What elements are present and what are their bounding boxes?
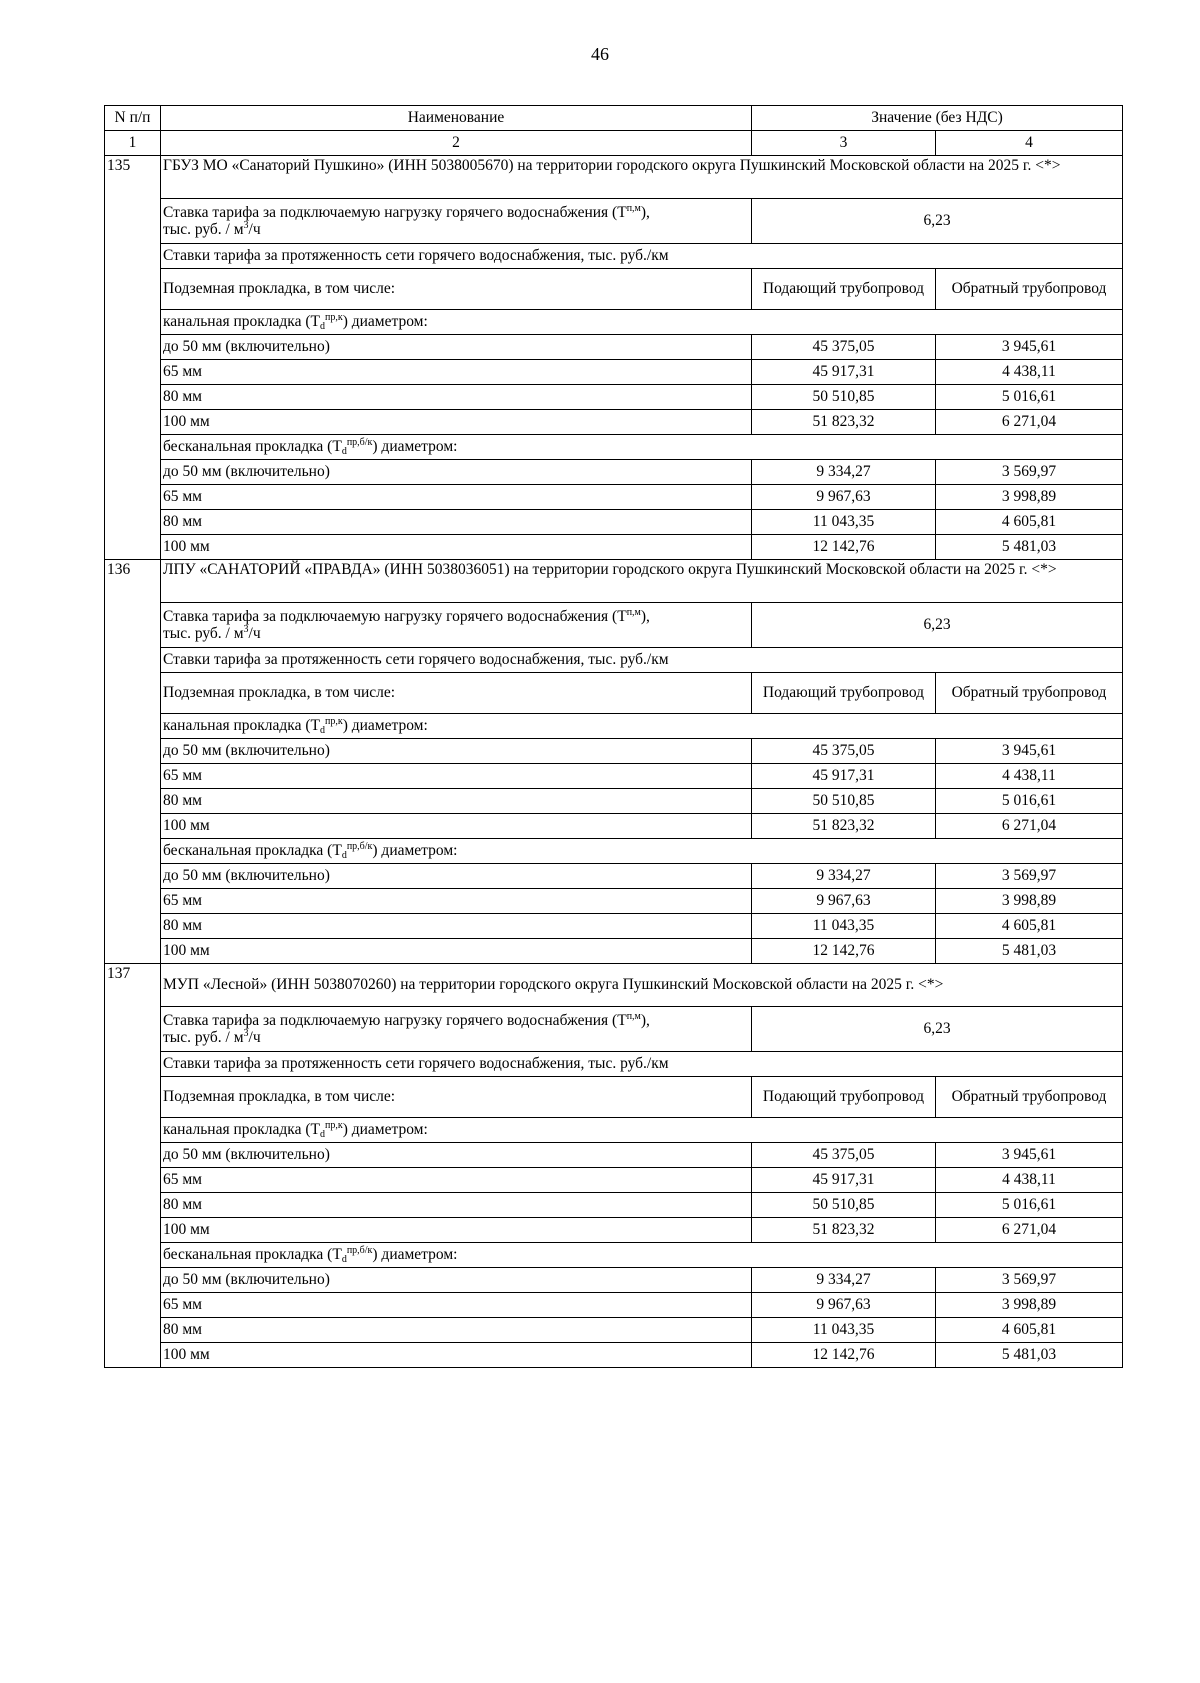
diameter-label: до 50 мм (включительно) (161, 1268, 752, 1293)
diameter-label: 80 мм (161, 385, 752, 410)
return-value: 5 016,61 (936, 385, 1123, 410)
table-row (105, 485, 1123, 510)
channel-header-row (105, 714, 1123, 739)
underground-label: Подземная прокладка, в том числе: (161, 1077, 752, 1118)
channel-laying-label (161, 310, 1123, 335)
supply-value: 9 334,27 (752, 460, 936, 485)
return-value: 5 016,61 (936, 789, 1123, 814)
page-number: 46 (591, 44, 609, 64)
diameter-label: до 50 мм (включительно) (161, 1143, 752, 1168)
return-value: 3 945,61 (936, 335, 1123, 360)
table-row (105, 385, 1123, 410)
table-row (105, 460, 1123, 485)
connection-rate-sup: п,м (626, 606, 641, 618)
table-row (105, 1168, 1123, 1193)
diameter-label: 65 мм (161, 889, 752, 914)
return-value: 3 998,89 (936, 889, 1123, 914)
diameter-label: до 50 мм (включительно) (161, 739, 752, 764)
supply-value: 11 043,35 (752, 510, 936, 535)
supply-value: 9 967,63 (752, 1293, 936, 1318)
supply-value: 9 334,27 (752, 864, 936, 889)
channelless-text-b: ) диаметром: (372, 842, 458, 860)
network-rates-label: Ставки тарифа за протяженность сети горячего водоснабжения, тыс. руб./км (161, 648, 1123, 673)
row-number: 135 (105, 156, 161, 560)
connection-rate-value: 6,23 (752, 1007, 1123, 1052)
table-row (105, 939, 1123, 964)
connection-rate-label (161, 1007, 752, 1052)
connection-rate-unit-b: /ч (248, 625, 261, 642)
diameter-label: 100 мм (161, 1218, 752, 1243)
channelless-header-row (105, 839, 1123, 864)
supply-value: 9 967,63 (752, 889, 936, 914)
supply-value: 51 823,32 (752, 410, 936, 435)
table-row (105, 914, 1123, 939)
return-value: 3 998,89 (936, 485, 1123, 510)
network-rates-label: Ставки тарифа за протяженность сети горячего водоснабжения, тыс. руб./км (161, 1052, 1123, 1077)
channelless-laying-label (161, 839, 1123, 864)
channel-text-b: ) диаметром: (342, 313, 428, 331)
connection-rate-unit: тыс. руб. / м (163, 1029, 244, 1046)
channel-laying-label (161, 1118, 1123, 1143)
return-value: 4 438,11 (936, 360, 1123, 385)
table-row (105, 864, 1123, 889)
table-row (105, 1293, 1123, 1318)
channelless-header-row (105, 435, 1123, 460)
return-value: 6 271,04 (936, 410, 1123, 435)
table-row (105, 1318, 1123, 1343)
channelless-sup: пр,б/к (346, 1245, 373, 1257)
supply-value: 45 917,31 (752, 360, 936, 385)
return-value: 3 569,97 (936, 460, 1123, 485)
connection-rate-text-a: Ставка тарифа за подключаемую нагрузку горячего водоснабжения (Т (163, 607, 627, 625)
channel-laying-label (161, 714, 1123, 739)
return-value: 5 016,61 (936, 1193, 1123, 1218)
return-value: 4 438,11 (936, 764, 1123, 789)
underground-row (105, 673, 1123, 714)
index-4: 4 (936, 131, 1123, 156)
return-value: 3 998,89 (936, 1293, 1123, 1318)
network-rates-row (105, 244, 1123, 269)
return-value: 5 481,03 (936, 535, 1123, 560)
channel-text-b: ) диаметром: (342, 1121, 428, 1139)
return-value: 3 945,61 (936, 1143, 1123, 1168)
supply-value: 12 142,76 (752, 939, 936, 964)
supply-value: 51 823,32 (752, 814, 936, 839)
supply-value: 45 375,05 (752, 739, 936, 764)
connection-rate-value: 6,23 (752, 603, 1123, 648)
channelless-text-a: бесканальная прокладка (Т (163, 842, 342, 860)
return-pipe-header: Обратный трубопровод (936, 269, 1123, 310)
connection-rate-text-a: Ставка тарифа за подключаемую нагрузку горячего водоснабжения (Т (163, 1011, 627, 1029)
channelless-sub: d (341, 446, 347, 458)
channelless-laying-label (161, 435, 1123, 460)
supply-value: 11 043,35 (752, 914, 936, 939)
organization-name: ГБУЗ МО «Санаторий Пушкино» (ИНН 5038005670) на территории городского округа Пушкинский Московской области на 2025 г. <*> (161, 156, 1123, 199)
diameter-label: 80 мм (161, 789, 752, 814)
network-rates-row (105, 648, 1123, 673)
table-row (105, 1143, 1123, 1168)
connection-rate-text-b: ), (640, 607, 650, 625)
underground-label: Подземная прокладка, в том числе: (161, 673, 752, 714)
channel-header-row (105, 310, 1123, 335)
connection-rate-unit: тыс. руб. / м (163, 625, 244, 642)
channelless-text-b: ) диаметром: (372, 438, 458, 456)
table-row (105, 814, 1123, 839)
supply-pipe-header: Подающий трубопровод (752, 269, 936, 310)
channel-text-a: канальная прокладка (Т (163, 717, 320, 735)
connection-rate-value: 6,23 (752, 199, 1123, 244)
table-row (105, 1343, 1123, 1368)
diameter-label: 80 мм (161, 510, 752, 535)
organization-name: МУП «Лесной» (ИНН 5038070260) на территории городского округа Пушкинский Московской области на 2025 г. <*> (161, 964, 1123, 1007)
supply-value: 45 375,05 (752, 1143, 936, 1168)
channel-sup: пр,к (324, 312, 343, 324)
connection-rate-unit-sup: 3 (243, 1028, 249, 1039)
network-rates-label: Ставки тарифа за протяженность сети горячего водоснабжения, тыс. руб./км (161, 244, 1123, 269)
table-row (105, 1193, 1123, 1218)
connection-rate-text-a: Ставка тарифа за подключаемую нагрузку горячего водоснабжения (Т (163, 203, 627, 221)
header-col-value: Значение (без НДС) (752, 106, 1123, 131)
supply-value: 11 043,35 (752, 1318, 936, 1343)
diameter-label: 80 мм (161, 1193, 752, 1218)
diameter-label: 80 мм (161, 1318, 752, 1343)
table-row (105, 535, 1123, 560)
row-number: 136 (105, 560, 161, 964)
supply-value: 12 142,76 (752, 1343, 936, 1368)
diameter-label: 65 мм (161, 360, 752, 385)
connection-rate-unit-sup: 3 (243, 624, 249, 635)
return-value: 3 569,97 (936, 864, 1123, 889)
return-value: 4 605,81 (936, 914, 1123, 939)
supply-value: 45 917,31 (752, 1168, 936, 1193)
supply-value: 50 510,85 (752, 789, 936, 814)
channelless-text-a: бесканальная прокладка (Т (163, 438, 342, 456)
table-row (105, 1268, 1123, 1293)
connection-rate-text-b: ), (640, 1011, 650, 1029)
supply-value: 45 375,05 (752, 335, 936, 360)
connection-rate-row (105, 199, 1123, 244)
supply-value: 12 142,76 (752, 535, 936, 560)
connection-rate-sup: п,м (626, 202, 641, 214)
connection-rate-label (161, 603, 752, 648)
connection-rate-text-b: ), (640, 203, 650, 221)
connection-rate-unit-b: /ч (248, 221, 261, 238)
org-row (105, 560, 1123, 603)
row-number: 137 (105, 964, 161, 1368)
channel-text-a: канальная прокладка (Т (163, 1121, 320, 1139)
diameter-label: до 50 мм (включительно) (161, 335, 752, 360)
org-row (105, 964, 1123, 1007)
diameter-label: до 50 мм (включительно) (161, 460, 752, 485)
index-row (105, 131, 1123, 156)
channelless-sub: d (341, 850, 347, 862)
return-pipe-header: Обратный трубопровод (936, 1077, 1123, 1118)
table-row (105, 335, 1123, 360)
supply-value: 50 510,85 (752, 385, 936, 410)
table-row (105, 739, 1123, 764)
channelless-sup: пр,б/к (346, 841, 373, 853)
channel-sup: пр,к (324, 1120, 343, 1132)
network-rates-row (105, 1052, 1123, 1077)
channel-text-a: канальная прокладка (Т (163, 313, 320, 331)
channelless-text-a: бесканальная прокладка (Т (163, 1246, 342, 1264)
org-row (105, 156, 1123, 199)
diameter-label: 65 мм (161, 764, 752, 789)
return-pipe-header: Обратный трубопровод (936, 673, 1123, 714)
diameter-label: 65 мм (161, 485, 752, 510)
connection-rate-unit-sup: 3 (243, 220, 249, 231)
channelless-sub: d (341, 1254, 347, 1266)
table-row (105, 510, 1123, 535)
connection-rate-unit: тыс. руб. / м (163, 221, 244, 238)
diameter-label: 100 мм (161, 535, 752, 560)
tariff-table-body (105, 106, 1123, 1368)
supply-value: 9 967,63 (752, 485, 936, 510)
return-value: 4 605,81 (936, 510, 1123, 535)
diameter-label: 80 мм (161, 914, 752, 939)
table-row (105, 789, 1123, 814)
underground-row (105, 269, 1123, 310)
return-value: 4 438,11 (936, 1168, 1123, 1193)
underground-label: Подземная прокладка, в том числе: (161, 269, 752, 310)
supply-pipe-header: Подающий трубопровод (752, 1077, 936, 1118)
return-value: 6 271,04 (936, 814, 1123, 839)
channel-text-b: ) диаметром: (342, 717, 428, 735)
diameter-label: 100 мм (161, 410, 752, 435)
diameter-label: 65 мм (161, 1293, 752, 1318)
underground-row (105, 1077, 1123, 1118)
diameter-label: 100 мм (161, 814, 752, 839)
channel-header-row (105, 1118, 1123, 1143)
connection-rate-row (105, 603, 1123, 648)
supply-value: 51 823,32 (752, 1218, 936, 1243)
organization-name: ЛПУ «САНАТОРИЙ «ПРАВДА» (ИНН 5038036051) на территории городского округа Пушкинский Московской области на 2025 г. <*> (161, 560, 1123, 603)
return-value: 6 271,04 (936, 1218, 1123, 1243)
channel-sub: d (319, 321, 325, 333)
channelless-sup: пр,б/к (346, 437, 373, 449)
connection-rate-row (105, 1007, 1123, 1052)
supply-pipe-header: Подающий трубопровод (752, 673, 936, 714)
tariff-table (104, 105, 1123, 1368)
table-row (105, 410, 1123, 435)
header-row (105, 106, 1123, 131)
channel-sub: d (319, 1129, 325, 1141)
table-row (105, 889, 1123, 914)
diameter-label: 65 мм (161, 1168, 752, 1193)
channelless-header-row (105, 1243, 1123, 1268)
table-row (105, 360, 1123, 385)
channel-sup: пр,к (324, 716, 343, 728)
connection-rate-sup: п,м (626, 1010, 641, 1022)
return-value: 5 481,03 (936, 939, 1123, 964)
diameter-label: 100 мм (161, 1343, 752, 1368)
supply-value: 9 334,27 (752, 1268, 936, 1293)
table-row (105, 1218, 1123, 1243)
channelless-laying-label (161, 1243, 1123, 1268)
channelless-text-b: ) диаметром: (372, 1246, 458, 1264)
return-value: 3 945,61 (936, 739, 1123, 764)
index-3: 3 (752, 131, 936, 156)
channel-sub: d (319, 725, 325, 737)
header-col-num: N п/п (105, 106, 161, 131)
table-row (105, 764, 1123, 789)
index-2: 2 (161, 131, 752, 156)
return-value: 3 569,97 (936, 1268, 1123, 1293)
connection-rate-label (161, 199, 752, 244)
header-col-name: Наименование (161, 106, 752, 131)
return-value: 4 605,81 (936, 1318, 1123, 1343)
connection-rate-unit-b: /ч (248, 1029, 261, 1046)
supply-value: 45 917,31 (752, 764, 936, 789)
return-value: 5 481,03 (936, 1343, 1123, 1368)
diameter-label: 100 мм (161, 939, 752, 964)
supply-value: 50 510,85 (752, 1193, 936, 1218)
index-1: 1 (105, 131, 161, 156)
diameter-label: до 50 мм (включительно) (161, 864, 752, 889)
